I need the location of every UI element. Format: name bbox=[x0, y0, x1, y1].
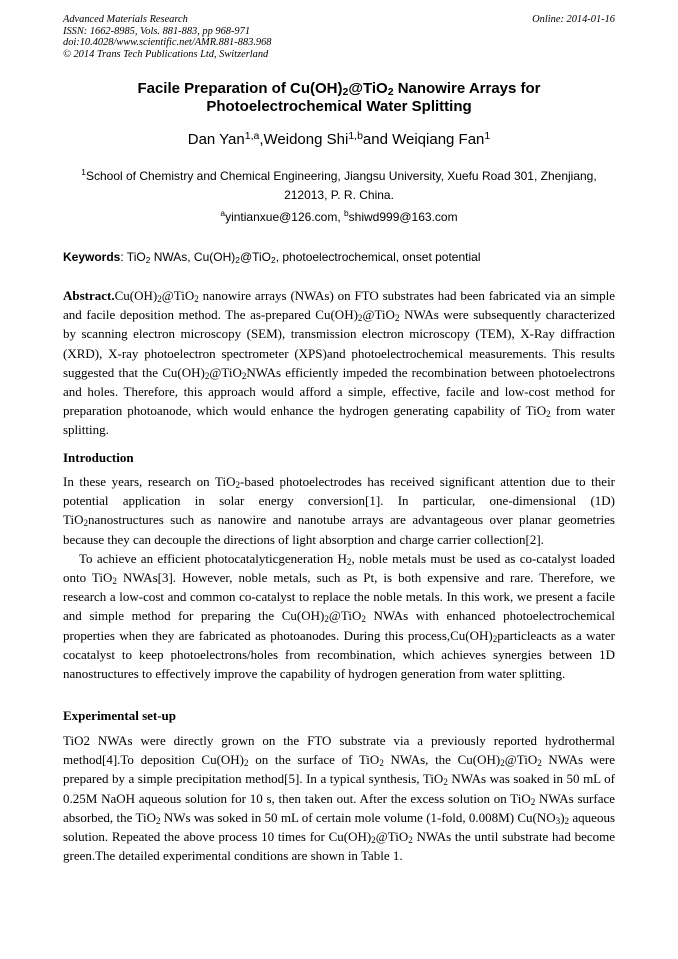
intro-paragraph-1: In these years, research on TiO$_2$-based photoelectrodes has received significant attention due to their potential application in solar energy conversion[1]. In particular, one-dimensional (1D) TiO$_2$nanostructures such as nanowire and nanotube arrays are advantageous over planar geometries because they can decouple the directions of light absorption and charge carrier collection[2]. bbox=[63, 474, 616, 547]
keywords-label: Keywords bbox=[63, 250, 121, 264]
intro-paragraph-2: To achieve an efficient photocatalyticgeneration $H_2$, noble metals must be used as co-catalyst loaded onto TiO$_2$ NWAs[3]. However, noble metals, such as Pt, is both expensive and rare. Therefore, we research a low-cost and common co-catalyst to replace the noble metals. In this work, we present a facile and simple method for preparing the $Cu(OH)_2@TiO_2$ NWAs with enhanced photoelectrochemical properties when they are fabricated as photoanodes. During this $process,Cu(OH)_2particleacts$ as a water cocatalyst to keep photoelectrons/holes from recombination, which achieves synergies between 1D nanostructures to effectively improve the capability of hydrogen generation from water splitting. bbox=[63, 550, 616, 682]
abstract: $Abstract.Cu(OH)_2@TiO_2$ nanowire arrays (NWAs) on FTO substrates had been fabricated via an simple and facile deposition method. The as-prepared $Cu(OH)_2@TiO_2$ NWAs were subsequently characterized by scanning electron microscopy (SEM), transmission electron microscopy (TEM), X-Ray diffraction (XRD), X-ray photoelectron spectrometer (XPS)and photoelectrochemical measurements. This results suggested that the $Cu(OH)_2@TiO_2NWAs$ efficiently impeded the recombination between photoelectrons and holes. Therefore, this approach would afford a simple, effective, facile and low-cost method for preparation photoanode, which would enhance the hydrogen generating capability of TiO$_2$ from water splitting. bbox=[63, 288, 616, 438]
journal-issn: ISSN: 1662-8985, Vols. 881-883, pp 968-971 bbox=[63, 25, 251, 37]
experimental-heading: Experimental set-up bbox=[63, 708, 177, 723]
keywords: Keywords: TiO$_2$ NWAs, $Cu(OH)_2@TiO_2$, photoelectrochemical, onset potential bbox=[63, 250, 481, 265]
journal-copyright: © 2014 Trans Tech Publications Ltd, Switzerland bbox=[63, 48, 269, 60]
introduction-body bbox=[63, 472, 615, 683]
author-list: Dan Yan$^{1,a}$,Weidong Shi$^{1,b}$and Weiqiang Fan$^1$ bbox=[187, 130, 491, 148]
paper-title bbox=[63, 80, 615, 116]
journal-header bbox=[63, 14, 271, 60]
experimental-body: TiO2 NWAs were directly grown on the FTO substrate via a previously reported hydrothermal method[4].To deposition $Cu(OH)_2$ on the surface of TiO$_2$ NWAs, the $Cu(OH)_2@TiO_2$ NWAs were prepared by a simple precipitation method[5]. In a typical synthesis, TiO$_2$ NWAs was soaked in 50 mL of 0.25M NaOH aqueous solution for 10 s, then taken out. After the excess solution on TiO$_2$ NWAs surface absorbed, the TiO$_2$ NWs was soked in 50 mL of certain mole volume (1-fold, 0.008M) $Cu(NO_3)_2$ aqueous solution. Repeated the above process 10 times for $Cu(OH)_2@TiO_2$ NWAs the until substrate had become green.The detailed experimental conditions are shown in Table 1. bbox=[63, 733, 616, 864]
author-emails: $^a$yintianxue@126.com, $^b$shiwd999@163.com bbox=[220, 208, 458, 224]
abstract-label: Abstract. bbox=[63, 288, 115, 303]
affiliation: $^1$School of Chemistry and Chemical Engineering, Jiangsu University, Xuefu Road 301, Zhenjiang, 212013, P. R. China. bbox=[81, 167, 597, 202]
journal-name: Advanced Materials Research bbox=[63, 14, 188, 25]
online-date: Online: 2014-01-16 bbox=[532, 14, 615, 25]
title-line-2: Photoelectrochemical Water Splitting bbox=[206, 98, 472, 115]
journal-doi: doi:10.4028/www.scientific.net/AMR.881-883.968 bbox=[63, 37, 272, 49]
title-line-1: Facile Preparation of $Cu(OH)_2@TiO_2$ Nanowire Arrays for bbox=[137, 80, 541, 98]
introduction-heading: Introduction bbox=[63, 450, 134, 465]
